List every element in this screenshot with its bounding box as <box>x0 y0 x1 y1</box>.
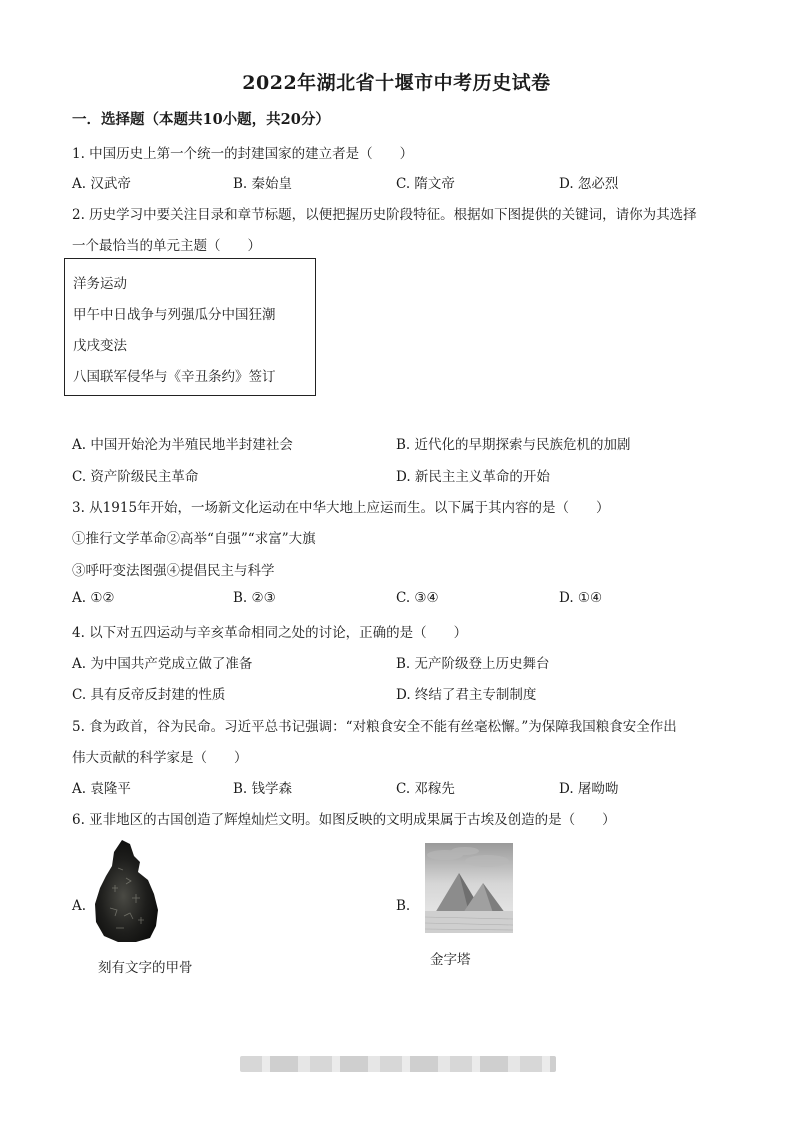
oracle-bone-image <box>92 838 162 943</box>
q2-option-a: A. 中国开始沦为半殖民地半封建社会 <box>72 437 293 453</box>
q1-option-d: D. 忽必烈 <box>559 176 619 192</box>
question-5-stem-line1: 5. 食为政首，谷为民命。习近平总书记强调：“对粮食安全不能有丝毫松懈。”为保障我国粮食安全作出 <box>72 719 677 735</box>
question-3-stem: 3. 从1915年开始，一场新文化运动在中华大地上应运而生。以下属于其内容的是（ ） <box>72 500 610 516</box>
q6-option-a-label: A. <box>72 898 87 914</box>
q5-option-c: C. 邓稼先 <box>396 781 455 797</box>
question-5-stem-line2: 伟大贡献的科学家是（ ） <box>72 750 248 766</box>
question-2-stem-line2: 一个最恰当的单元主题（ ） <box>72 238 261 254</box>
question-1-stem: 1. 中国历史上第一个统一的封建国家的建立者是（ ） <box>72 146 414 162</box>
q3-option-c: C. ③④ <box>396 590 439 606</box>
q1-option-a: A. 汉武帝 <box>72 176 131 192</box>
pyramid-caption: 金字塔 <box>430 952 471 968</box>
q6-option-b-label: B. <box>396 898 411 914</box>
question-3-line3: ③呼吁变法图强④提倡民主与科学 <box>72 563 275 579</box>
q5-option-b: B. 钱学森 <box>233 781 293 797</box>
q4-option-c: C. 具有反帝反封建的性质 <box>72 687 226 703</box>
keyword-item: 洋务运动 <box>73 276 127 292</box>
question-2-stem-line1: 2. 历史学习中要关注目录和章节标题，以便把握历史阶段特征。根据如下图提供的关键词，请你为其选择 <box>72 207 697 223</box>
question-6-stem: 6. 亚非地区的古国创造了辉煌灿烂文明。如图反映的文明成果属于古埃及创造的是（ ） <box>72 812 616 828</box>
keyword-item: 甲午中日战争与列强瓜分中国狂潮 <box>73 307 276 323</box>
keyword-item: 戊戌变法 <box>73 338 127 354</box>
q3-option-a: A. ①② <box>72 590 115 606</box>
q1-option-b: B. 秦始皇 <box>233 176 293 192</box>
keyword-box <box>64 258 316 396</box>
q5-option-d: D. 屠呦呦 <box>559 781 619 797</box>
q1-option-c: C. 隋文帝 <box>396 176 455 192</box>
question-4-stem: 4. 以下对五四运动与辛亥革命相同之处的讨论，正确的是（ ） <box>72 625 468 641</box>
q2-option-c: C. 资产阶级民主革命 <box>72 469 199 485</box>
q4-option-a: A. 为中国共产党成立做了准备 <box>72 656 253 672</box>
q4-option-b: B. 无产阶级登上历史舞台 <box>396 656 550 672</box>
blurred-footer-watermark <box>240 1056 556 1072</box>
q2-option-b: B. 近代化的早期探索与民族危机的加剧 <box>396 437 631 453</box>
page-title: 2022年湖北省十堰市中考历史试卷 <box>242 72 551 94</box>
q3-option-d: D. ①④ <box>559 590 603 606</box>
q5-option-a: A. 袁隆平 <box>72 781 131 797</box>
q3-option-b: B. ②③ <box>233 590 276 606</box>
q4-option-d: D. 终结了君主专制制度 <box>396 687 537 703</box>
q2-option-d: D. 新民主主义革命的开始 <box>396 469 550 485</box>
oracle-bone-caption: 刻有文字的甲骨 <box>98 960 193 976</box>
keyword-item: 八国联军侵华与《辛丑条约》签订 <box>73 369 276 385</box>
section-heading: 一．选择题（本题共10小题，共20分） <box>72 111 330 128</box>
question-3-line2: ①推行文学革命②高举“自强”“求富”大旗 <box>72 531 316 547</box>
pyramid-image <box>425 843 513 933</box>
